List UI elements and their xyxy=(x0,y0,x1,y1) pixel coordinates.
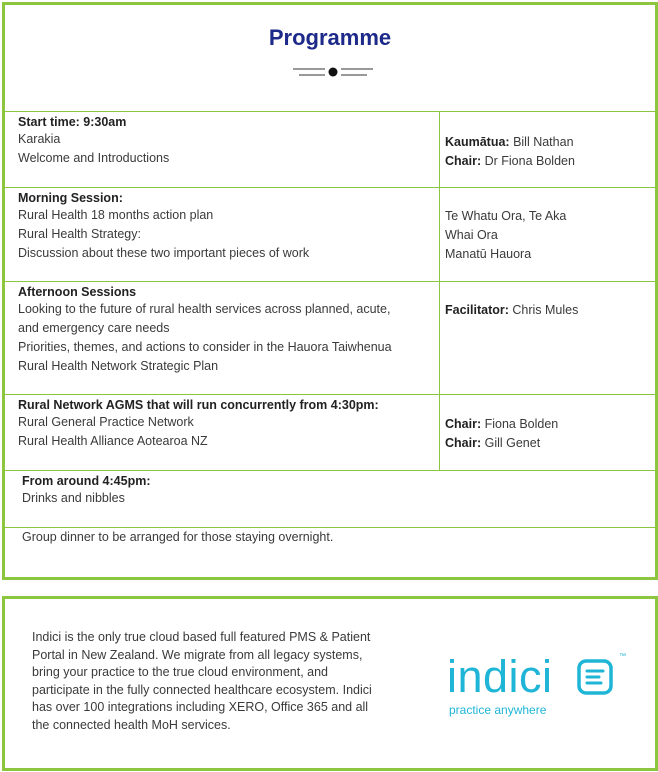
role-entry: Kaumātua: Bill Nathan xyxy=(445,135,574,149)
row-line: Discussion about these two important pieces of work xyxy=(18,246,310,260)
presenter-line: Manatū Hauora xyxy=(445,247,532,261)
advert-line: bring your practice to the true cloud environment, and xyxy=(32,665,329,679)
programme-panel xyxy=(2,2,658,580)
presenter-line: Te Whatu Ora, Te Aka xyxy=(445,209,567,223)
row-line: Welcome and Introductions xyxy=(18,151,170,165)
row-line: Rural Health Alliance Aotearoa NZ xyxy=(18,434,208,448)
programme-row-morning xyxy=(5,187,655,282)
row-line: Drinks and nibbles xyxy=(22,491,125,505)
row-header: Rural Network AGMS that will run concurrently from 4:30pm: xyxy=(18,398,379,412)
row-line: Looking to the future of rural health services across planned, acute, xyxy=(18,302,391,316)
programme-row-afternoon xyxy=(5,281,655,395)
role-entry: Chair: Dr Fiona Bolden xyxy=(445,154,575,168)
programme-row-agms xyxy=(5,394,655,471)
presenter-line: Whai Ora xyxy=(445,228,498,242)
indici-advert xyxy=(2,596,658,771)
row-line: Rural General Practice Network xyxy=(18,415,194,429)
advert-line: Portal in New Zealand. We migrate from all legacy systems, xyxy=(32,647,363,662)
role-entry: Facilitator: Chris Mules xyxy=(445,303,579,317)
footer-note: Group dinner to be arranged for those staying overnight. xyxy=(22,530,334,544)
row-header: Start time: 9:30am xyxy=(18,115,127,129)
indici-logo xyxy=(447,651,627,721)
programme-row-start xyxy=(5,111,655,188)
row-header: Morning Session: xyxy=(18,191,123,205)
page-title: Programme xyxy=(268,25,392,50)
role-entry: Chair: Fiona Bolden xyxy=(445,417,559,431)
advert-line: participate in the fully connected healthcare ecosystem. Indici xyxy=(32,682,372,697)
advert-line: the connected health MoH services. xyxy=(32,717,231,732)
logo-tagline: practice anywhere xyxy=(449,703,547,717)
row-header: From around 4:45pm: xyxy=(22,474,151,488)
programme-row-drinks xyxy=(5,470,655,528)
row-line: and emergency care needs xyxy=(18,321,170,335)
advert-line: has over 100 integrations including XERO, Office 365 and all xyxy=(32,700,369,714)
row-line: Rural Health Strategy: xyxy=(18,227,141,241)
row-line: Karakia xyxy=(18,132,61,146)
row-header: Afternoon Sessions xyxy=(18,285,137,299)
trademark-symbol: ™ xyxy=(619,653,626,660)
row-line: Rural Health 18 months action plan xyxy=(18,208,214,222)
divider-ornament-icon xyxy=(291,63,375,81)
role-entry: Chair: Gill Genet xyxy=(445,436,541,450)
document-lines-icon xyxy=(577,659,619,697)
advert-line: Indici is the only true cloud based full featured PMS & Patient xyxy=(32,630,371,644)
logo-wordmark: indici xyxy=(447,651,553,702)
advert-text xyxy=(32,629,412,734)
row-line: Rural Health Network Strategic Plan xyxy=(18,359,219,373)
row-line: Priorities, themes, and actions to consider in the Hauora Taiwhenua xyxy=(18,340,392,354)
